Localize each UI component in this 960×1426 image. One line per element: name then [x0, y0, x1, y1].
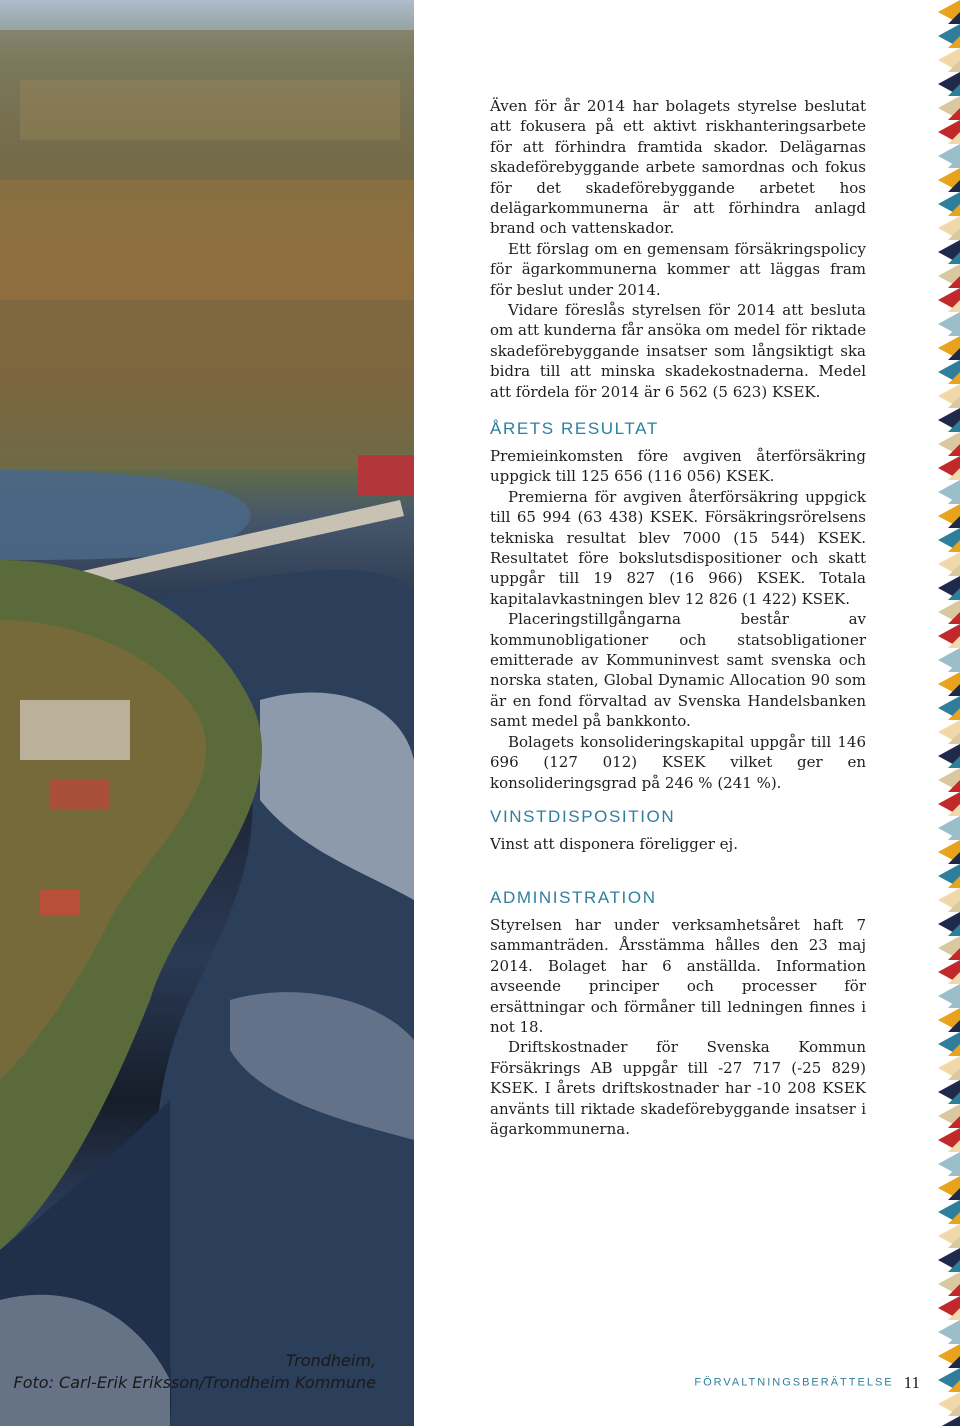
arets-resultat-section [490, 418, 866, 793]
intro-paragraph-2: Ett förslag om en gemensam försäkringspolicy för ägarkommunerna kommer att läggas fram för beslut under 2014. [490, 239, 866, 299]
aerial-photo-illustration [0, 0, 414, 1426]
administration-section [490, 887, 866, 1139]
intro-paragraph-1: Även för år 2014 har bolagets styrelse beslutat att fokusera på ett aktivt riskhanteringsarbete för att förhindra framtida skador. Delägarnas skadeförebyggande arbete samordnas och fokus för det skadeförebyggande arbetet hos delägarkommunerna är att förhindra anlagd brand och vattenskador. [490, 97, 866, 238]
arets-resultat-paragraph-1: Premieinkomsten före avgiven återförsäkring uppgick till 125 656 (116 056) KSEK. [490, 447, 866, 486]
arets-resultat-paragraph-4: Bolagets konsolideringskapital uppgår till 146 696 (127 012) KSEK vilket ger en konsolideringsgrad på 246 % (241 %). [490, 732, 866, 792]
page-footer [690, 1372, 920, 1393]
vinstdisposition-section [490, 806, 866, 854]
caption-credit: Foto: Carl-Erik Eriksson/Trondheim Kommune [13, 1373, 376, 1392]
administration-paragraph-2: Driftskostnader för Svenska Kommun Försäkrings AB uppgår till -27 717 (-25 829) KSEK. I årets driftskostnader har -10 208 KSEK använts till riktade skadeförebyggande insatser i ägarkommunerna. [490, 1038, 866, 1139]
administration-paragraph-1: Styrelsen har under verksamhetsåret haft 7 sammanträden. Årsstämma hålles den 23 maj 2014. Bolaget har 6 anställda. Information avseende principer och processer för ersättningar och förmåner till ledningen finnes i not 18. [490, 916, 866, 1037]
intro-paragraph-3: Vidare föreslås styrelsen för 2014 att besluta om att kunderna får ansöka om medel för riktade skadeförebyggande insatser som långsiktigt ska bidra till att minska skadekostnaderna. Medel att fördela för 2014 är 6 562 (5 623) KSEK. [490, 301, 866, 401]
aerial-photo [0, 0, 414, 1426]
vinstdisposition-heading: VINSTDISPOSITION [490, 807, 676, 826]
vinstdisposition-paragraph: Vinst att disponera föreligger ej. [490, 835, 738, 853]
intro-section [490, 96, 866, 402]
decorative-triangle [938, 1416, 960, 1426]
photo-caption [0, 1350, 376, 1394]
arets-resultat-paragraph-2: Premierna för avgiven återförsäkring uppgick till 65 994 (63 438) KSEK. Försäkringsrörelsens tekniska resultat blev 7000 (15 544) KSEK. Resultatet före bokslutsdispositioner och skatt uppgår till 19 827 (16 966) KSEK. Totala kapitalavkastningen blev 12 826 (1 422) KSEK. [490, 487, 866, 608]
arets-resultat-heading: ÅRETS RESULTAT [490, 419, 659, 438]
arets-resultat-paragraph-3: Placeringstillgångarna består av kommunobligationer och statsobligationer emitterade av Kommuninvest samt svenska och norska staten, Global Dynamic Allocation 90 som är en fond förvaltad av Svenska Handelsbanken samt medel på bankkonto. [490, 610, 866, 731]
administration-heading: ADMINISTRATION [490, 888, 657, 907]
caption-place: Trondheim, [285, 1351, 376, 1370]
page-number: 11 [903, 1372, 920, 1392]
decorative-triangle-border [936, 0, 960, 1426]
footer-section-name: FÖRVALTNINGSBERÄTTELSE [694, 1376, 894, 1389]
